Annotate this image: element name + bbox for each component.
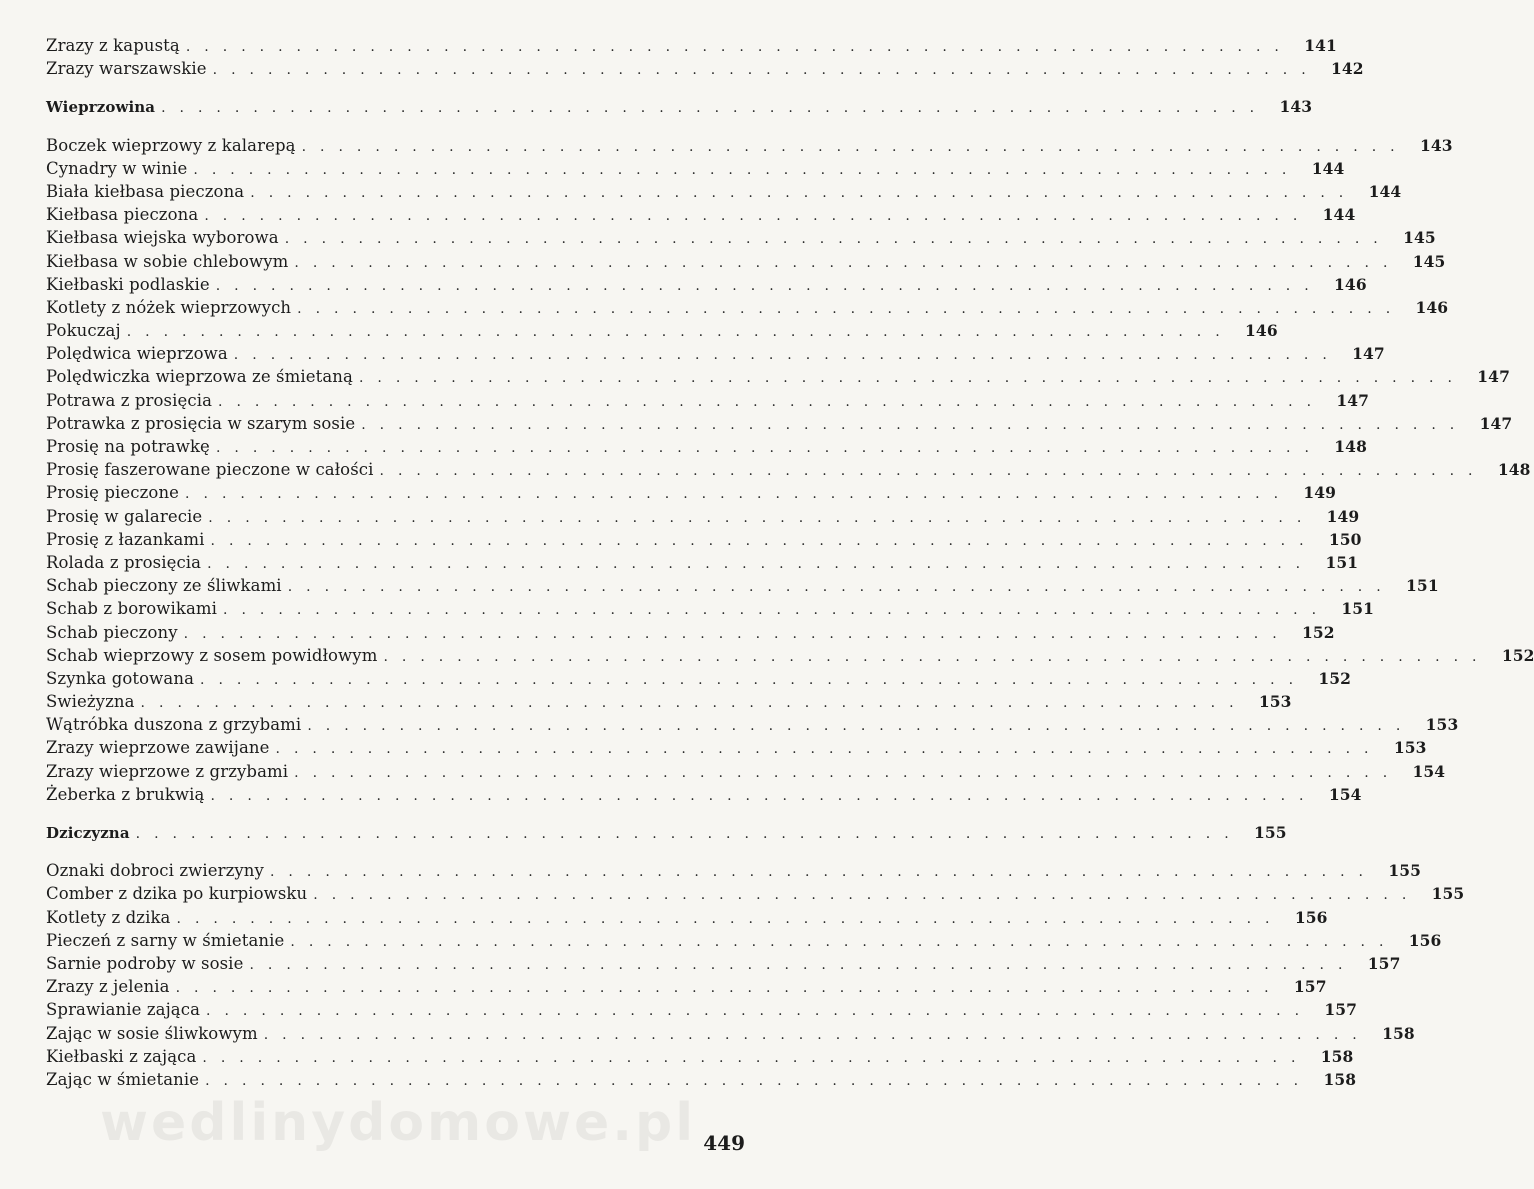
- toc-entry: [46, 668, 1352, 692]
- toc-section-heading: [46, 97, 1313, 120]
- toc-entry-title: Kiełbaski z zająca: [46, 1046, 197, 1066]
- dot-leader: ............................................................: [161, 100, 1269, 117]
- toc-entry-page: 142: [1331, 59, 1364, 79]
- toc-entry-page: 152: [1318, 668, 1352, 688]
- dot-leader: ............................................................: [249, 956, 1357, 973]
- dot-leader: ............................................................: [294, 764, 1402, 781]
- toc-entry-page: 153: [1258, 692, 1292, 712]
- toc-entry-page: 148: [1497, 460, 1531, 480]
- toc-entry: [46, 1046, 1354, 1070]
- toc-entry-title: Potrawka z prosięcia w szarym sosie: [46, 413, 356, 433]
- toc-entry: [46, 437, 1367, 460]
- page-number: 449: [703, 1131, 745, 1155]
- toc-entry-page: 143: [1419, 135, 1453, 155]
- toc-entry-page: 157: [1367, 953, 1401, 973]
- toc-entry-title: Schab pieczony: [46, 622, 178, 642]
- toc-entry-title: Prosię w galarecie: [46, 506, 203, 526]
- toc-entry-page: 151: [1406, 576, 1439, 596]
- toc-entry: [46, 738, 1427, 761]
- dot-leader: ............................................................: [284, 231, 1392, 248]
- toc-entry: [46, 1000, 1358, 1023]
- toc-entry-page: 156: [1408, 930, 1442, 950]
- toc-entry-page: 149: [1303, 483, 1337, 503]
- toc-entry: [46, 59, 1364, 82]
- dot-leader: ............................................................: [140, 695, 1248, 712]
- toc-entry-page: 150: [1328, 529, 1362, 549]
- toc-entry: [46, 205, 1356, 228]
- toc-entry: [46, 576, 1439, 599]
- dot-leader: ............................................................: [200, 671, 1308, 688]
- toc-entry-title: Zrazy z jelenia: [46, 977, 170, 997]
- toc-entry-title: Prosię faszerowane pieczone w całości: [46, 460, 374, 480]
- toc-entry-page: 158: [1323, 1069, 1357, 1089]
- toc-entry-title: Zrazy wieprzowe z grzybami: [46, 761, 289, 781]
- section-gap: [46, 808, 742, 823]
- toc-entry: [46, 483, 1337, 506]
- toc-entry-page: 143: [1279, 97, 1313, 117]
- dot-leader: ............................................................: [212, 62, 1320, 79]
- dot-leader: ............................................................: [202, 1049, 1310, 1066]
- toc-entry-title: Kotlety z nóżek wieprzowych: [46, 297, 292, 317]
- toc-entry-page: 153: [1425, 715, 1459, 735]
- toc-entry-title: Prosię z łazankami: [46, 529, 205, 549]
- toc-section-heading: [46, 823, 1287, 846]
- toc-entry-title: Cynadry w winie: [46, 158, 188, 178]
- toc-entry-page: 149: [1326, 506, 1360, 526]
- toc-entry-page: 147: [1336, 390, 1370, 410]
- toc-entry: [46, 36, 1337, 59]
- toc-entry-title: Zrazy z kapustą: [46, 36, 180, 55]
- dot-leader: ............................................................: [210, 532, 1318, 549]
- dot-leader: ............................................................: [176, 910, 1284, 927]
- toc-entry-title: Biała kiełbasa pieczona: [46, 181, 245, 201]
- toc-entry: [46, 228, 1436, 251]
- toc-entry-page: 155: [1431, 884, 1465, 904]
- dot-leader: ............................................................: [263, 1026, 1371, 1043]
- toc-entry-title: Zając w śmietanie: [46, 1069, 200, 1089]
- toc-entry: [46, 599, 1375, 622]
- toc-entry-page: 144: [1368, 181, 1402, 201]
- dot-leader: ............................................................: [183, 625, 1291, 642]
- toc-entry: [46, 761, 1446, 785]
- toc-entry-title: Prosię na potrawkę: [46, 437, 210, 456]
- dot-leader: ............................................................: [297, 300, 1405, 317]
- dot-leader: ............................................................: [269, 864, 1377, 881]
- dot-leader: ............................................................: [307, 718, 1415, 735]
- toc-entry: [46, 135, 1453, 159]
- dot-leader: ............................................................: [215, 440, 1323, 456]
- toc-entry-title: Szynka gotowana: [46, 668, 195, 688]
- toc-entry-page: 152: [1501, 645, 1534, 665]
- toc-entry-page: 148: [1334, 437, 1367, 456]
- toc-entry: [46, 907, 1328, 931]
- dot-leader: ............................................................: [204, 208, 1312, 225]
- dot-leader: ............................................................: [210, 787, 1318, 804]
- toc-entry-page: 145: [1412, 251, 1446, 271]
- toc-entry-page: 153: [1393, 738, 1427, 758]
- toc-entry-page: 144: [1311, 158, 1345, 178]
- toc-entry: [46, 297, 1449, 321]
- toc-entry-title: Sarnie podroby w sosie: [46, 953, 244, 973]
- toc-entry-title: Kiełbaski podlaskie: [46, 274, 210, 294]
- section-gap: [46, 846, 742, 861]
- toc-entry-title: Polędwica wieprzowa: [46, 344, 228, 364]
- toc-entry-page: 147: [1477, 367, 1510, 387]
- dot-leader: ............................................................: [208, 509, 1316, 526]
- toc-entry-title: Zając w sosie śliwkowym: [46, 1023, 258, 1043]
- toc-entry-page: 147: [1352, 344, 1385, 364]
- toc-entry: [46, 251, 1446, 275]
- dot-leader: ............................................................: [126, 324, 1234, 341]
- toc-entry: [46, 784, 1362, 808]
- toc-entry: [46, 1069, 1357, 1093]
- table-of-contents: [46, 36, 1534, 1093]
- toc-entry-page: 154: [1412, 761, 1446, 781]
- toc-entry: [46, 930, 1442, 954]
- toc-entry: [46, 344, 1385, 367]
- toc-entry-title: Kotlety z dzika: [46, 907, 171, 927]
- toc-entry-title: Polędwiczka wieprzowa ze śmietaną: [46, 367, 353, 387]
- dot-leader: ............................................................: [215, 277, 1323, 294]
- toc-entry-title: Rolada z prosięcia: [46, 552, 202, 572]
- toc-entry-page: 154: [1328, 784, 1362, 804]
- toc-entry-page: 141: [1304, 36, 1337, 55]
- toc-entry-page: 156: [1294, 907, 1328, 927]
- toc-entry-title: Swieżyzna: [46, 692, 135, 712]
- toc-entry-title: Dziczyzna: [46, 824, 130, 842]
- toc-entry-page: 146: [1334, 274, 1367, 294]
- toc-entry: [46, 552, 1359, 576]
- toc-entry-title: Kiełbasa pieczona: [46, 205, 199, 225]
- section-gap: [46, 82, 742, 97]
- toc-entry-page: 155: [1388, 861, 1421, 881]
- dot-leader: ............................................................: [233, 347, 1341, 364]
- toc-entry-page: 147: [1479, 413, 1513, 433]
- toc-entry-title: Kiełbasa wiejska wyborowa: [46, 228, 279, 248]
- dot-leader: ............................................................: [223, 602, 1331, 619]
- dot-leader: ............................................................: [207, 555, 1315, 572]
- toc-entry-title: Zrazy warszawskie: [46, 59, 207, 79]
- toc-entry: [46, 460, 1531, 483]
- dot-leader: ............................................................: [206, 1003, 1314, 1020]
- toc-entry: [46, 645, 1534, 669]
- toc-entry-page: 155: [1254, 823, 1287, 842]
- toc-entry: [46, 181, 1402, 205]
- toc-entry-title: Żeberka z brukwią: [46, 784, 205, 804]
- toc-entry-page: 151: [1325, 552, 1359, 572]
- dot-leader: ............................................................: [275, 741, 1383, 758]
- toc-entry-page: 146: [1245, 321, 1278, 341]
- toc-entry: [46, 977, 1327, 1000]
- toc-entry: [46, 274, 1367, 298]
- toc-entry: [46, 861, 1421, 884]
- dot-leader: ............................................................: [294, 254, 1402, 271]
- toc-entry-title: Comber z dzika po kurpiowsku: [46, 884, 308, 904]
- dot-leader: ............................................................: [218, 393, 1326, 410]
- dot-leader: ............................................................: [290, 933, 1398, 950]
- toc-entry: [46, 321, 1278, 344]
- section-gap: [46, 121, 742, 136]
- toc-entry: [46, 622, 1335, 646]
- toc-entry-page: 157: [1324, 1000, 1358, 1020]
- toc-entry: [46, 884, 1465, 907]
- dot-leader: ............................................................: [358, 370, 1466, 387]
- toc-entry: [46, 529, 1362, 553]
- toc-entry-title: Wątróbka duszona z grzybami: [46, 715, 302, 735]
- dot-leader: ............................................................: [301, 138, 1409, 155]
- dot-leader: ............................................................: [379, 463, 1487, 480]
- toc-entry-title: Potrawa z prosięcia: [46, 390, 213, 410]
- watermark: wedlinydomowe.pl: [100, 1093, 697, 1153]
- toc-entry-page: 158: [1382, 1023, 1415, 1043]
- dot-leader: ............................................................: [135, 826, 1243, 842]
- toc-entry-page: 151: [1341, 599, 1375, 619]
- toc-entry: [46, 692, 1292, 715]
- toc-entry-title: Boczek wieprzowy z kalarepą: [46, 135, 296, 155]
- dot-leader: ............................................................: [205, 1072, 1313, 1089]
- toc-entry-title: Schab z borowikami: [46, 599, 218, 619]
- toc-entry: [46, 506, 1360, 530]
- dot-leader: ............................................................: [175, 980, 1283, 997]
- toc-entry-page: 146: [1415, 297, 1449, 317]
- dot-leader: ............................................................: [313, 887, 1421, 904]
- dot-leader: ............................................................: [383, 648, 1491, 665]
- toc-entry-title: Wieprzowina: [46, 98, 156, 117]
- toc-entry-title: Prosię pieczone: [46, 483, 180, 503]
- toc-entry-page: 144: [1322, 205, 1356, 225]
- dot-leader: ............................................................: [193, 161, 1301, 178]
- toc-entry-title: Kiełbasa w sobie chlebowym: [46, 251, 289, 271]
- toc-entry: [46, 1023, 1415, 1047]
- toc-entry: [46, 953, 1401, 977]
- toc-entry: [46, 367, 1510, 390]
- toc-entry-title: Pieczeń z sarny w śmietanie: [46, 930, 285, 950]
- toc-entry: [46, 413, 1513, 437]
- toc-entry-page: 157: [1293, 977, 1327, 997]
- toc-entry-title: Pokuczaj: [46, 321, 121, 341]
- dot-leader: ............................................................: [250, 184, 1358, 201]
- toc-entry-title: Schab pieczony ze śliwkami: [46, 576, 282, 596]
- toc-entry-title: Sprawianie zająca: [46, 1000, 201, 1020]
- toc-entry-page: 158: [1320, 1046, 1354, 1066]
- dot-leader: ............................................................: [287, 579, 1395, 596]
- dot-leader: ............................................................: [361, 416, 1469, 433]
- dot-leader: ............................................................: [185, 486, 1293, 503]
- toc-entry-page: 152: [1302, 622, 1335, 642]
- toc-entry: [46, 390, 1370, 414]
- dot-leader: ............................................................: [185, 39, 1293, 55]
- toc-entry-title: Oznaki dobroci zwierzyny: [46, 861, 264, 881]
- toc-entry: [46, 158, 1345, 182]
- toc-entry-page: 145: [1403, 228, 1436, 248]
- toc-entry-title: Zrazy wieprzowe zawijane: [46, 738, 270, 758]
- toc-entry-title: Schab wieprzowy z sosem powidłowym: [46, 645, 378, 665]
- toc-entry: [46, 715, 1459, 738]
